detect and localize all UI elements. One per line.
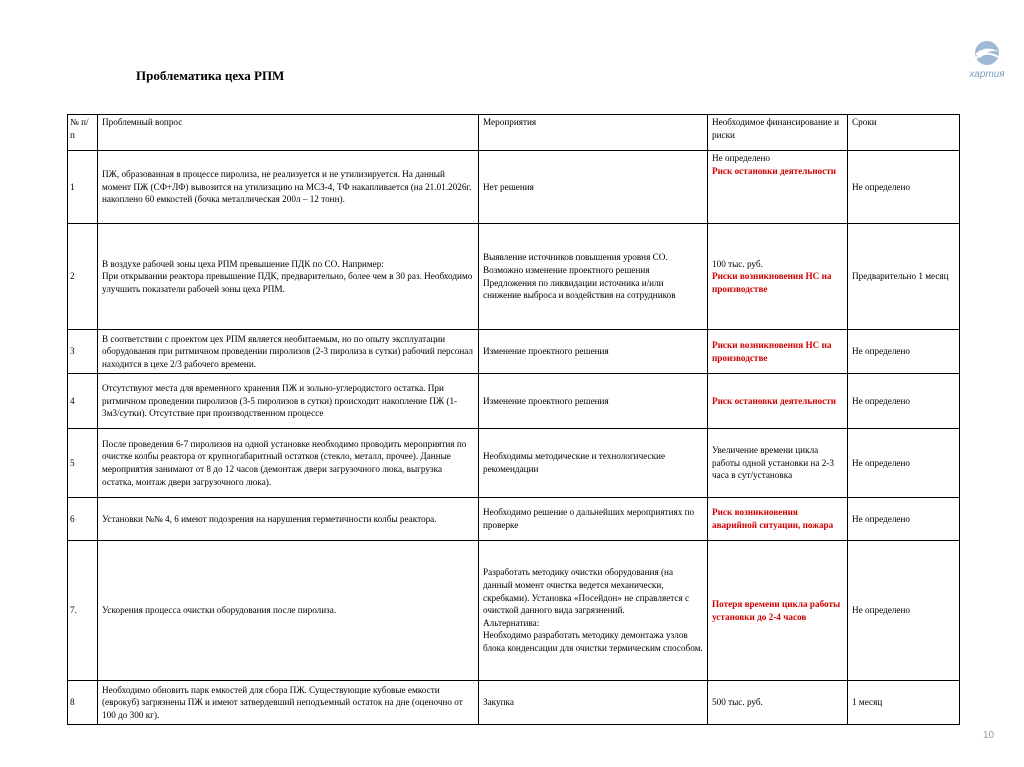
row-terms: 1 месяц [848,681,960,725]
row-issue: ПЖ, образованная в процессе пиролиза, не реализуется и не утилизируется. На данный момент ПЖ (СФ+ЛФ) вывозится на утилизацию на МСЗ-4, ТФ накапливается (на 21.01.2026г. накоплено 60 емкостей (бочка металлическая 200л – 12 тонн). [98,151,479,224]
table-row [68,429,960,498]
row-terms: Не определено [848,498,960,541]
row-num: 1 [68,151,98,224]
risk-text: Риски возникновения НС на производстве [708,330,848,374]
row-financing: Увеличение времени цикла работы одной установки на 2-3 часа в сут/установка [708,429,848,498]
issue-paragraph: При открывании реактора превышение ПДК, предварительно, более чем в 30 раз. Необходимо улучшить показатели рабочей зоны цеха РПМ. [102,271,473,294]
row-num: 3 [68,330,98,374]
row-terms: Не определено [848,374,960,429]
measures-paragraph: Необходимо разработать методику демонтажа узлов блока конденсации для очистки термическим способом. [483,630,703,653]
row-issue: Установки №№ 4, 6 имеют подозрения на нарушения герметичности колбы реактора. [98,498,479,541]
row-measures [479,224,708,330]
row-num: 5 [68,429,98,498]
issue-paragraph: В воздухе рабочей зоны цеха РПМ превышение ПДК по СО. Например: [102,258,384,269]
table-row [68,681,960,725]
row-measures: Необходимо решение о дальнейших мероприятиях по проверке [479,498,708,541]
issues-table [67,114,960,725]
header-measures: Мероприятия [479,115,708,151]
row-issue: Отсутствуют места для временного хранения ПЖ и зольно-углеродистого остатка. При ритмичном проведении пиролизов (3-5 пиролизов в сутки) происходит накопление ПЖ (1-3м3/сутки). Отсутствие при производственном процессе [98,374,479,429]
row-num: 7. [68,541,98,681]
row-issue: Ускорения процесса очистки оборудования после пиролиза. [98,541,479,681]
table-row [68,330,960,374]
measures-paragraph: Выявление источников повышения уровня СО. [483,252,668,263]
row-terms: Не определено [848,429,960,498]
header-terms: Сроки [848,115,960,151]
row-measures: Необходимы методические и технологические рекомендации [479,429,708,498]
header-num: № п/п [68,115,98,151]
header-issue: Проблемный вопрос [98,115,479,151]
table-row [68,541,960,681]
row-measures [479,541,708,681]
row-financing: 500 тыс. руб. [708,681,848,725]
row-num: 2 [68,224,98,330]
row-num: 8 [68,681,98,725]
risk-text: Потеря времени цикла работы установки до 2-4 часов [708,541,848,681]
logo-text: хартия [969,69,1005,80]
row-terms: Предварительно 1 месяц [848,224,960,330]
row-measures: Изменение проектного решения [479,374,708,429]
measures-paragraph: Альтернатива: [483,617,540,628]
table-row [68,374,960,429]
page-number: 10 [983,730,995,741]
measures-paragraph: Предложения по ликвидации источника и/или снижение выброса и воздействия на сотрудников [483,277,676,301]
measures-paragraph: Возможно изменение проектного решения [483,264,650,275]
table-row [68,498,960,541]
table-row [68,151,960,224]
row-financing [708,224,848,330]
row-issue: Необходимо обновить парк емкостей для сбора ПЖ. Существующие кубовые емкости (еврокуб) загрязнены ПЖ и имеют затвердевший неподъемный остаток на дне (оценочно от 100 до 300 кг). [98,681,479,725]
financing-text: 100 тыс. руб. [712,258,763,269]
row-measures: Изменение проектного решения [479,330,708,374]
measures-paragraph: Разработать методику очистки оборудования (на данный момент очистка ведется механически, скребками). Установка «Посейдон» не справляется с очисткой данного вида загрязнений. [483,567,690,616]
row-issue: В соответствии с проектом цех РПМ является необитаемым, но по опыту эксплуатации оборудования при ритмичном проведении пиролизов (2-3 пиролиза в сутки) рабочий персонал находится в цехе 2/3 рабочего времени. [98,330,479,374]
financing-text: Не определено [712,153,770,163]
risk-text: Риск возникновения аварийной ситуации, пожара [708,498,848,541]
risk-text: Риск остановки деятельности [712,165,837,176]
row-issue [98,224,479,330]
table-row [68,224,960,330]
row-terms: Не определено [848,330,960,374]
row-num: 6 [68,498,98,541]
row-issue: После проведения 6-7 пиролизов на одной установке необходимо проводить мероприятия по очистке колбы реактора от крупногабаритный остатков (стекло, металл, прочее). Данные мероприятия занимают от 8 до 12 часов (демонтаж двери загрузочного люка, выгрузка остатка, монтаж двери загрузочного люка). [98,429,479,498]
row-num: 4 [68,374,98,429]
row-terms: Не определено [848,541,960,681]
row-financing [708,151,848,224]
table-header-row [68,115,960,151]
header-financing: Необходимое финансирование и риски [708,115,848,151]
risk-text: Риски возникновения НС на производстве [712,271,832,294]
risk-text: Риск остановки деятельности [708,374,848,429]
page-title: Проблематика цеха РПМ [136,68,285,83]
row-measures: Закупка [479,681,708,725]
row-measures: Нет решения [479,151,708,224]
row-terms: Не определено [848,151,960,224]
